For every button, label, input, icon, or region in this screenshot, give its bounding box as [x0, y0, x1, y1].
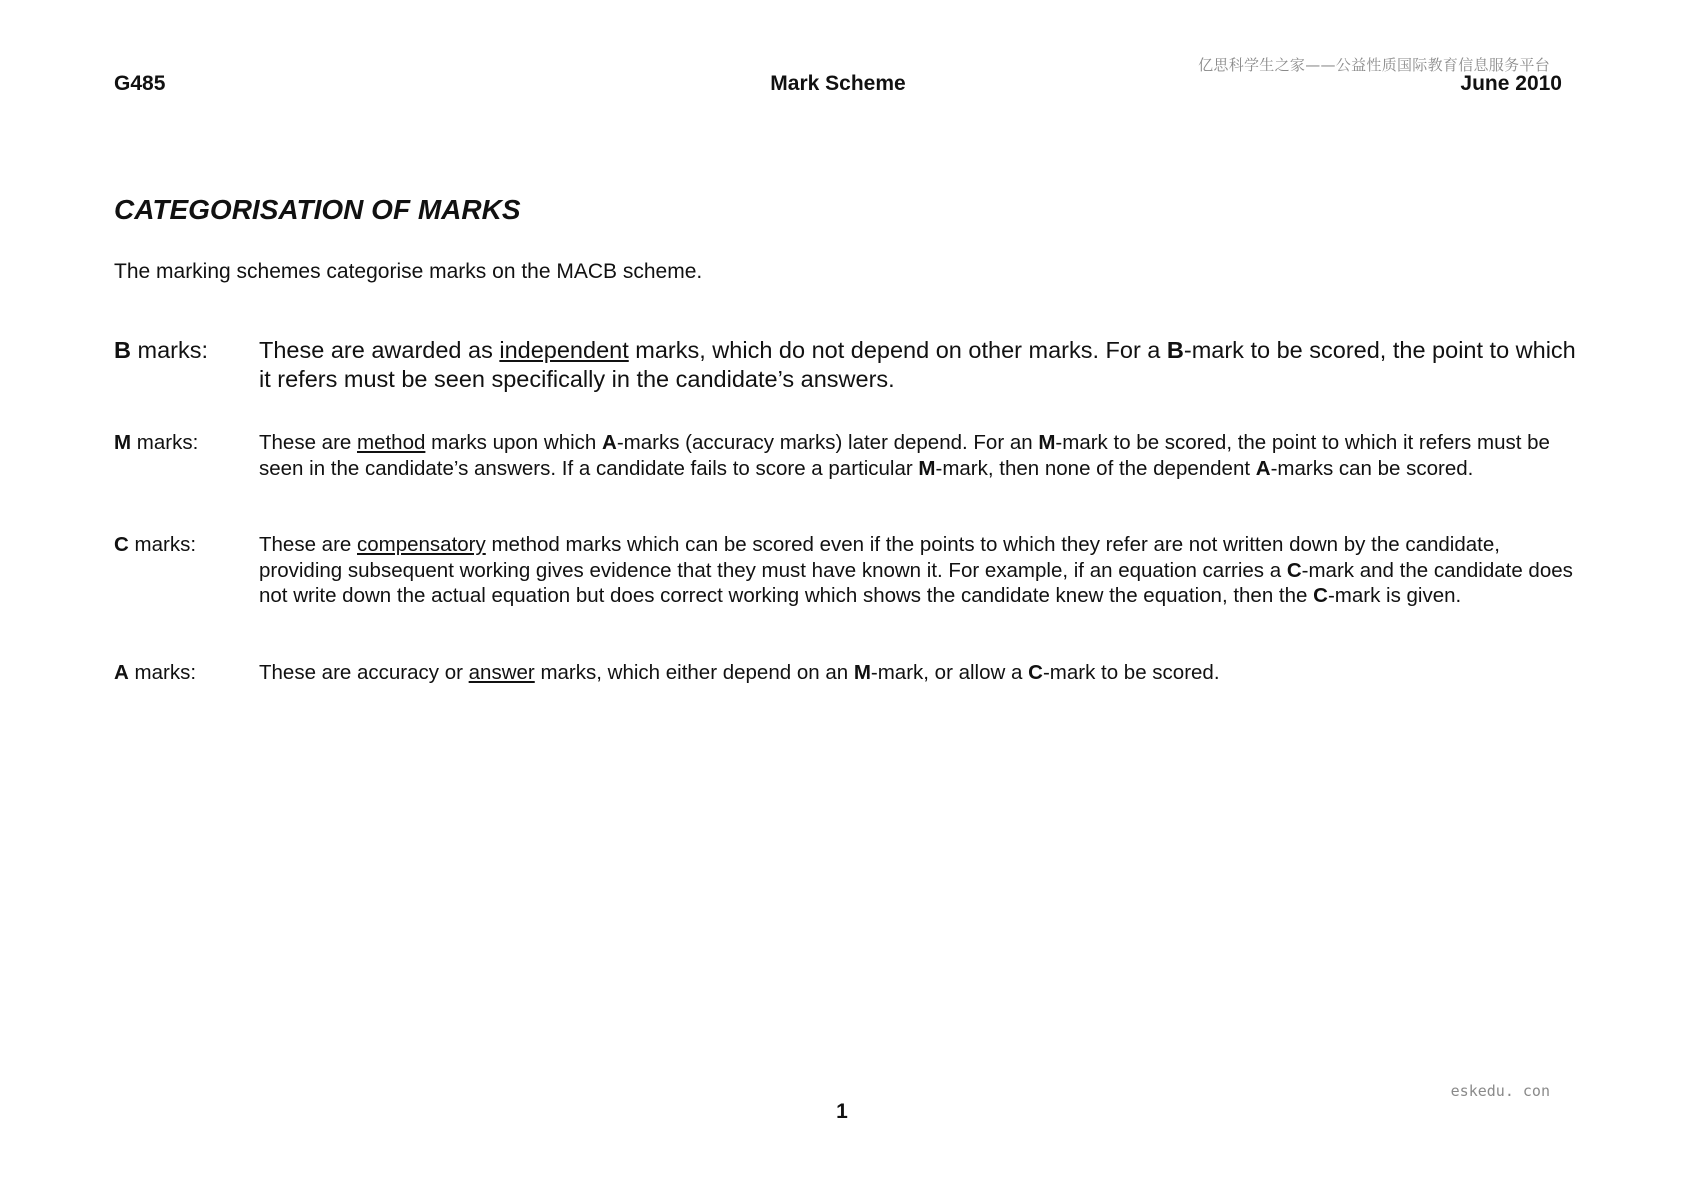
- a-marks-description: These are accuracy or answer marks, which either depend on an M-mark, or allow a C-mark to be scored.: [259, 661, 1220, 684]
- page-title: CATEGORISATION OF MARKS: [114, 194, 521, 225]
- header-title: Mark Scheme: [770, 72, 906, 95]
- b-marks-term: B marks:: [114, 337, 209, 363]
- header-date: June 2010: [1460, 72, 1562, 95]
- a-marks-term: A marks:: [114, 661, 197, 684]
- m-marks-description: These are method marks upon which A-marks (accuracy marks) later depend. For an M-mark to be scored, the point to which it refers must be seen in the candidate’s answers. If a candidate fails to score a particular M-mark, then none of the dependent A-marks can be scored.: [259, 431, 1550, 480]
- watermark-top: 亿思科学生之家——公益性质国际教育信息服务平台: [1198, 56, 1550, 74]
- c-marks-description: These are compensatory method marks which can be scored even if the points to which they refer are not written down by the candidate, providing subsequent working gives evidence that they must have known it. For example, if an equation carries a C-mark and the candidate does not write down the actual equation but does correct working which shows the candidate knew the equation, then the C-mark is given.: [259, 533, 1573, 607]
- c-marks-term: C marks:: [114, 533, 197, 556]
- intro-text: The marking schemes categorise marks on the MACB scheme.: [114, 260, 703, 283]
- m-marks-term: M marks:: [114, 431, 199, 454]
- watermark-bottom: eskedu. con: [1450, 1082, 1550, 1100]
- b-marks-description: These are awarded as independent marks, which do not depend on other marks. For a B-mark to be scored, the point to which it refers must be seen specifically in the candidate’s answers.: [259, 337, 1576, 392]
- header-code: G485: [114, 72, 166, 95]
- page-number: 1: [836, 1100, 848, 1123]
- page-header: [114, 72, 1562, 100]
